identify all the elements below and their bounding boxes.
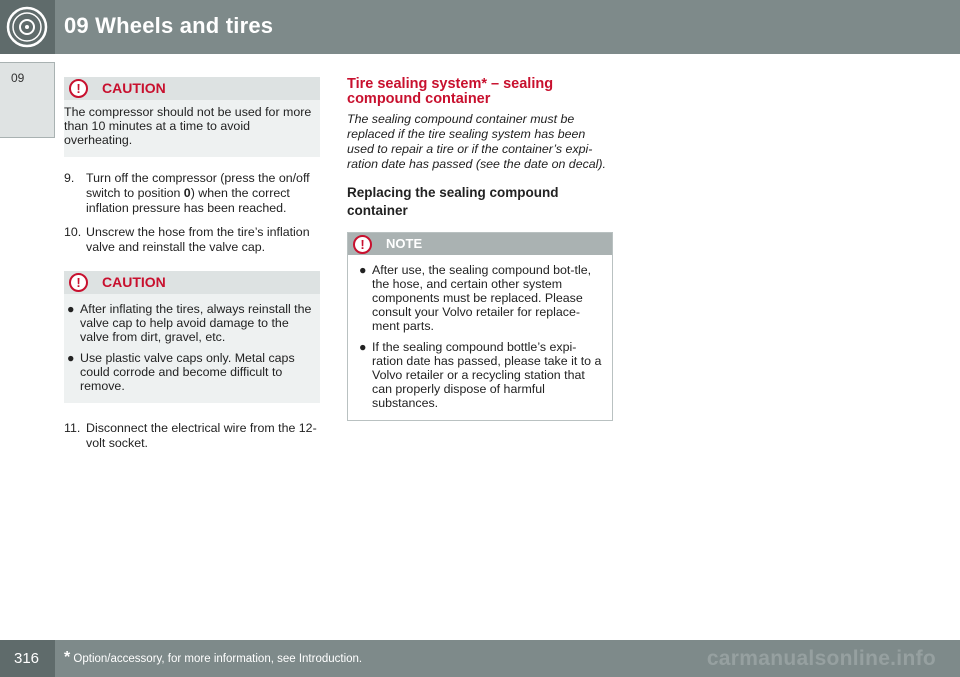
step-text-end: ) when the correct inflation pressure has been reached. xyxy=(86,186,290,215)
step-number: 9. xyxy=(64,171,75,185)
step-text: Unscrew the hose from the tire’s inflation valve and reinstall the valve cap. xyxy=(86,225,310,254)
note-title: NOTE xyxy=(386,236,423,251)
footnote-text: Option/accessory, for more information, see Introduction. xyxy=(70,653,363,665)
step-11 xyxy=(64,421,320,451)
note-body xyxy=(348,255,612,420)
step-number: 10. xyxy=(64,225,82,239)
warning-icon: ! xyxy=(69,273,88,292)
footnote-asterisk: * xyxy=(64,649,71,666)
caution-list xyxy=(64,302,312,393)
caution-box xyxy=(64,77,320,157)
step-9 xyxy=(64,171,320,216)
step-text: Turn off the compressor (press the on/off switch to position xyxy=(86,171,310,200)
chapter-tab-label: 09 xyxy=(11,71,25,85)
caution-title: CAUTION xyxy=(102,80,166,96)
section-intro: The sealing compound container must be replaced if the tire sealing system has been used to repair a tire or if the container’s expi-ration date has passed (see the date on decal). xyxy=(347,112,606,171)
page-header xyxy=(0,0,960,54)
chapter-tab xyxy=(0,62,55,138)
step-10 xyxy=(64,225,320,255)
note-list xyxy=(356,263,604,410)
bullet-icon: ● xyxy=(67,351,75,365)
footnote xyxy=(64,649,362,667)
right-column xyxy=(347,77,613,421)
caution-title: CAUTION xyxy=(102,274,166,290)
chapter-title: 09 Wheels and tires xyxy=(64,13,274,38)
subheading: Replacing the sealing compound container xyxy=(347,185,559,218)
page-number: 316 xyxy=(14,650,40,667)
page-footer xyxy=(0,640,960,677)
caution-box xyxy=(64,271,320,403)
step-bold-value: 0 xyxy=(183,186,191,200)
caution-header xyxy=(64,271,320,294)
caution-body xyxy=(64,100,320,157)
caution-body xyxy=(64,294,320,403)
list-item: ● Use plastic valve caps only. Metal caps could corrode and become difficult to remove. xyxy=(67,351,295,393)
note-icon: ! xyxy=(353,235,372,254)
section-title: Tire sealing system* – sealing compound container xyxy=(347,76,554,107)
list-item: ● After inflating the tires, always reinstall the valve cap to help avoid damage to the valve from dirt, gravel, etc. xyxy=(67,302,312,344)
list-item: ● If the sealing compound bottle’s expi-ration date has passed, please take it to a Volvo retailer or a recycling station that can properly dispose of harmful substances. xyxy=(359,340,602,410)
bullet-icon: ● xyxy=(359,263,367,277)
list-item: ● After use, the sealing compound bot-tle, the hose, and certain other system components must be replaced. Please consult your Volvo retailer for replace-ment parts. xyxy=(359,263,592,333)
step-text: Disconnect the electrical wire from the 12-volt socket. xyxy=(86,421,317,450)
left-column xyxy=(64,77,320,460)
note-box xyxy=(347,232,613,421)
step-number: 11. xyxy=(64,421,81,435)
bullet-icon: ● xyxy=(67,302,75,316)
warning-icon: ! xyxy=(69,79,88,98)
note-header xyxy=(348,233,612,255)
watermark: carmanualsonline.info xyxy=(706,647,936,670)
header-icon-box xyxy=(0,0,55,54)
bullet-icon: ● xyxy=(359,340,367,354)
caution-text: The compressor should not be used for more than 10 minutes at a time to avoid overheating. xyxy=(64,105,312,147)
tire-icon xyxy=(0,0,55,54)
page-number-box xyxy=(0,640,55,677)
caution-header xyxy=(64,77,320,100)
